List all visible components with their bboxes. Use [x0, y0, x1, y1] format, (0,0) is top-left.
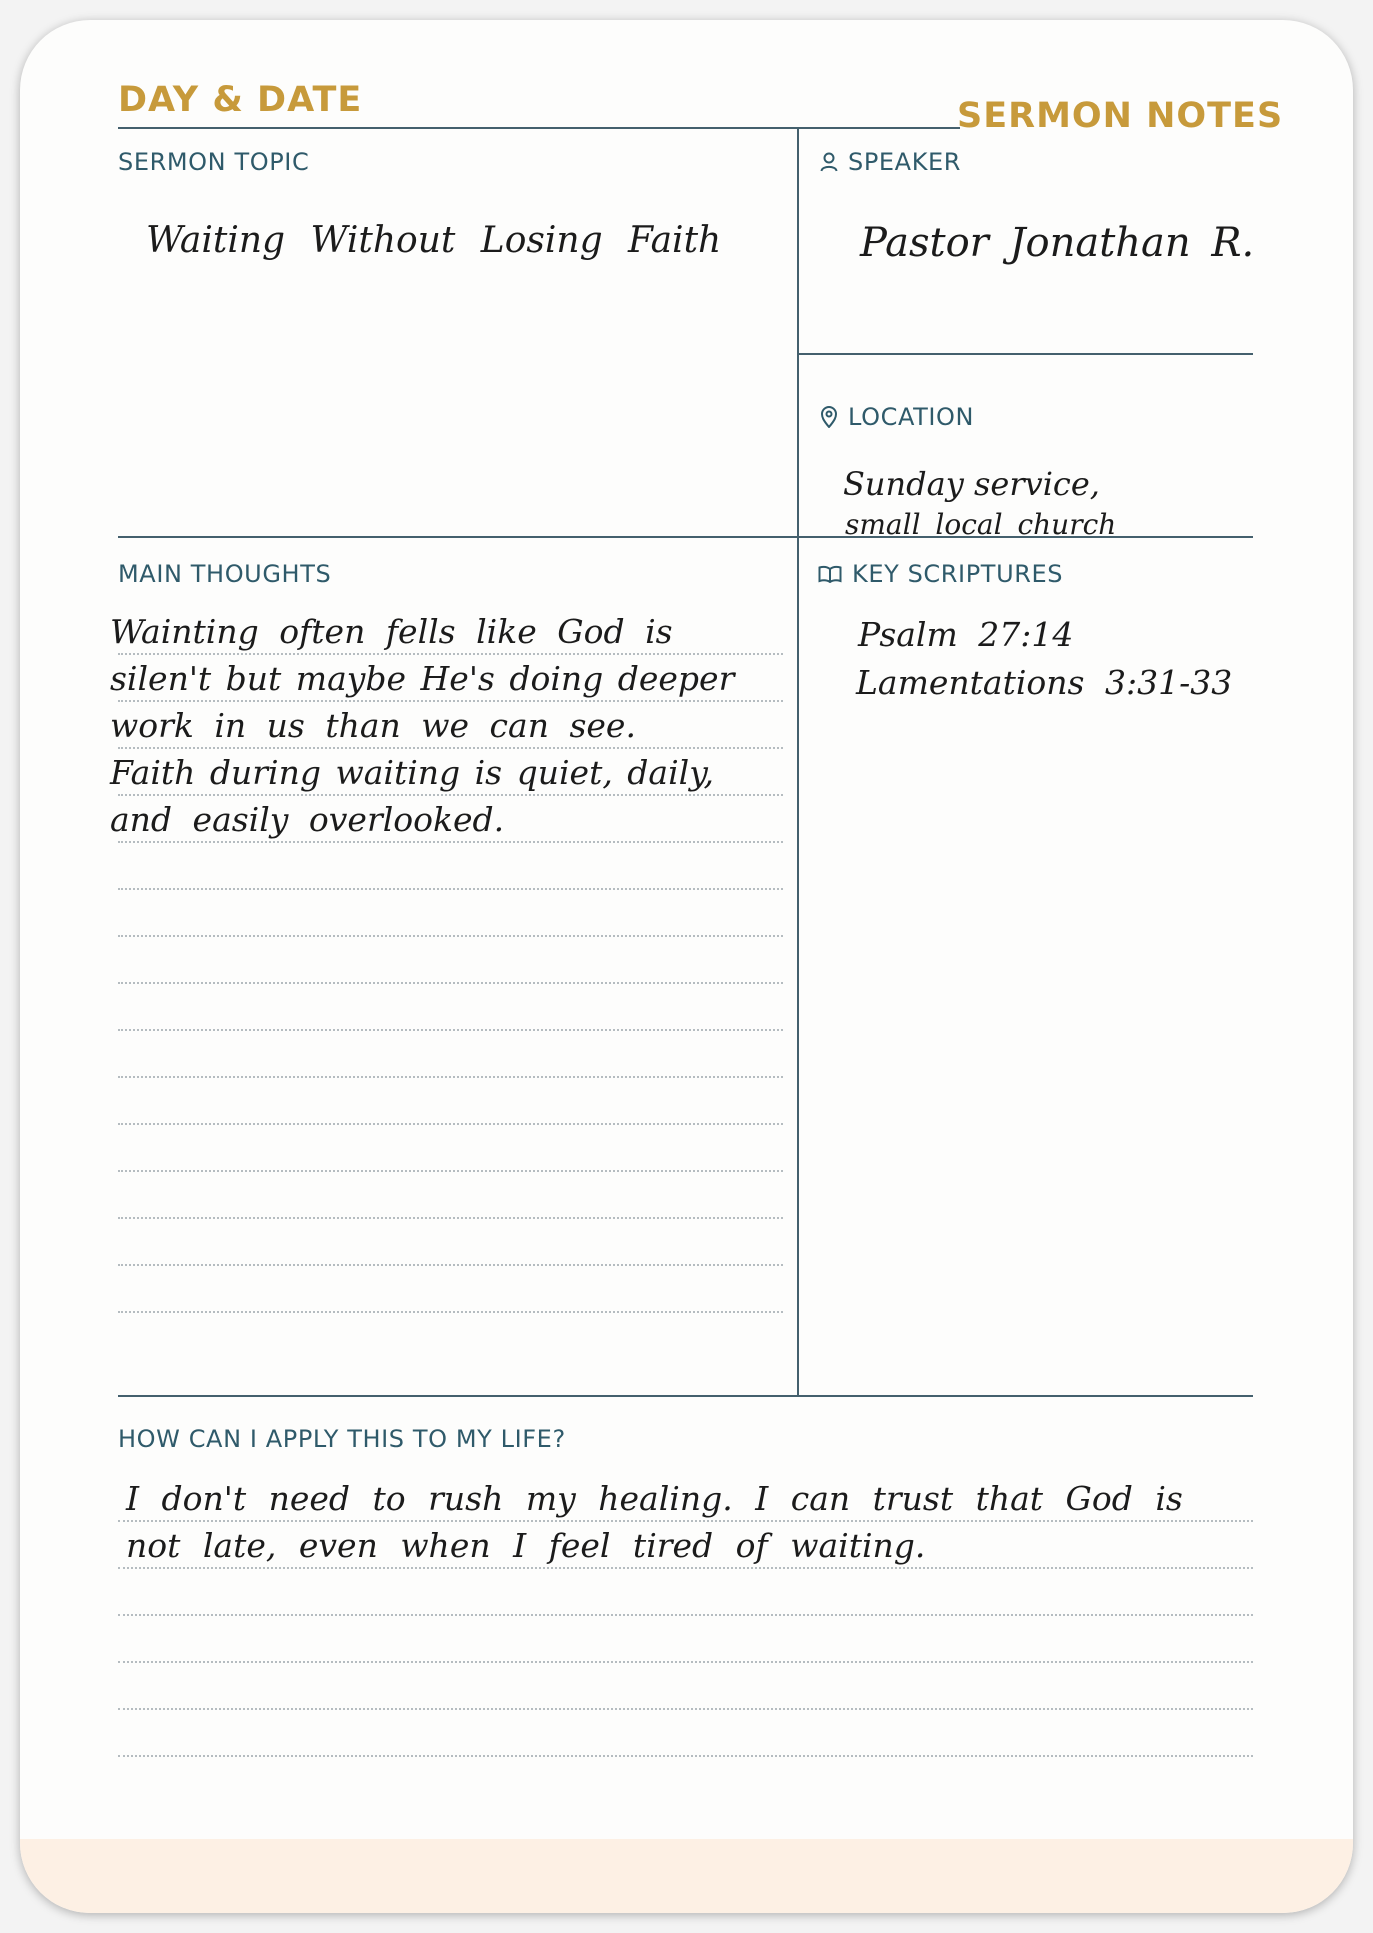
sermon-topic-value[interactable]: Waiting Without Losing Faith — [146, 220, 722, 261]
lined-row — [118, 1522, 1253, 1569]
lined-row — [110, 749, 783, 796]
day-date-label: DAY & DATE — [118, 80, 363, 120]
map-pin-icon — [820, 406, 838, 428]
page-title: SERMON NOTES — [957, 96, 1284, 136]
speaker-value[interactable]: Pastor Jonathan R. — [860, 220, 1255, 266]
location-line-2[interactable]: small local church — [845, 508, 1117, 541]
row-divider-bottom — [118, 1395, 1253, 1397]
main-thought-line-3: work in us than we can see. — [110, 706, 636, 745]
open-book-icon — [818, 565, 842, 583]
scripture-line-2[interactable]: Lamentations 3:31-33 — [856, 663, 1233, 702]
lined-row — [118, 937, 783, 984]
lined-row — [110, 796, 783, 843]
lined-row — [118, 1172, 783, 1219]
lined-row — [118, 1569, 1253, 1616]
sermon-topic-label: SERMON TOPIC — [118, 148, 310, 176]
sermon-notes-page — [20, 20, 1353, 1913]
main-thought-line-5: and easily overlooked. — [110, 800, 505, 839]
main-thought-line-2: silen't but maybe He's doing deeper — [110, 659, 735, 698]
day-date-line[interactable] — [118, 127, 960, 129]
lined-row — [118, 890, 783, 937]
lined-row — [118, 1710, 1253, 1757]
location-label — [820, 403, 974, 431]
key-scriptures-label-text: KEY SCRIPTURES — [852, 560, 1064, 588]
column-divider-top — [797, 128, 799, 1396]
apply-lines[interactable] — [118, 1475, 1253, 1757]
lined-row — [118, 1616, 1253, 1663]
lined-row — [118, 1266, 783, 1313]
lined-row — [118, 1219, 783, 1266]
scripture-line-1[interactable]: Psalm 27:14 — [858, 615, 1074, 654]
lined-row — [118, 1663, 1253, 1710]
speaker-label — [820, 148, 961, 176]
footer-band — [20, 1839, 1353, 1913]
lined-row — [110, 608, 783, 655]
apply-line-2: not late, even when I feel tired of waiting. — [126, 1526, 926, 1565]
apply-line-1: I don't need to rush my healing. I can trust that God is — [126, 1479, 1183, 1518]
key-scriptures-label — [818, 560, 1063, 588]
lined-row — [118, 1078, 783, 1125]
location-line-1[interactable]: Sunday service, — [843, 465, 1100, 503]
main-thoughts-label: MAIN THOUGHTS — [118, 560, 332, 588]
lined-row — [110, 655, 783, 702]
speaker-label-text: SPEAKER — [848, 148, 962, 176]
lined-row — [110, 702, 783, 749]
speaker-location-divider — [798, 353, 1253, 355]
person-icon — [820, 152, 838, 172]
lined-row — [118, 843, 783, 890]
main-thoughts-lines[interactable] — [110, 608, 783, 1313]
apply-label: HOW CAN I APPLY THIS TO MY LIFE? — [118, 1425, 566, 1453]
main-thought-line-4: Faith during waiting is quiet, daily, — [110, 753, 714, 792]
lined-row — [118, 1125, 783, 1172]
main-thought-line-1: Wainting often fells like God is — [110, 612, 673, 651]
location-label-text: LOCATION — [848, 403, 975, 431]
lined-row — [118, 1475, 1253, 1522]
lined-row — [118, 984, 783, 1031]
lined-row — [118, 1031, 783, 1078]
